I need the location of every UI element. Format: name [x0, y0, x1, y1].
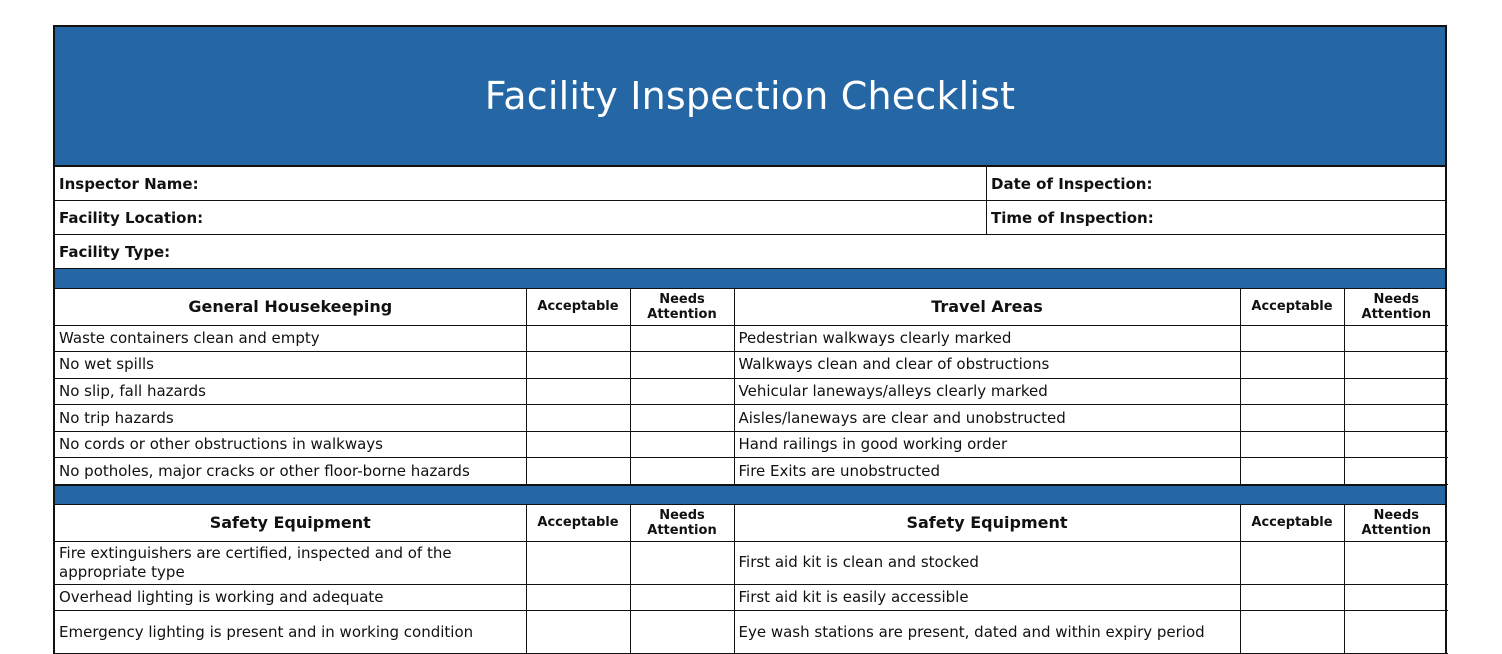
- checklist-item-label: Fire Exits are unobstructed: [734, 458, 1240, 485]
- table-row: [55, 352, 1448, 379]
- acceptable-check-cell[interactable]: [526, 431, 630, 458]
- checklist-item-label: Overhead lighting is working and adequate: [55, 584, 526, 611]
- needs-attention-check-cell[interactable]: [630, 431, 734, 458]
- column-header-acceptable: Acceptable: [1240, 289, 1344, 325]
- page-title: Facility Inspection Checklist: [484, 74, 1016, 118]
- acceptable-check-cell[interactable]: [1240, 541, 1344, 584]
- needs-attention-check-cell[interactable]: [1344, 378, 1448, 405]
- column-header-needs-attention: Needs Attention: [630, 505, 734, 541]
- checklist-item-label: No cords or other obstructions in walkways: [55, 431, 526, 458]
- checklist-item-label: Fire extinguishers are certified, inspected and of the appropriate type: [55, 541, 526, 584]
- acceptable-check-cell[interactable]: [1240, 584, 1344, 611]
- title-banner: [55, 27, 1445, 167]
- needs-attention-check-cell[interactable]: [1344, 458, 1448, 485]
- needs-attention-check-cell[interactable]: [630, 584, 734, 611]
- checklist-item-label: Pedestrian walkways clearly marked: [734, 325, 1240, 352]
- acceptable-check-cell[interactable]: [526, 405, 630, 432]
- table-row: [55, 405, 1448, 432]
- needs-attention-check-cell[interactable]: [1344, 584, 1448, 611]
- acceptable-check-cell[interactable]: [1240, 325, 1344, 352]
- table-row: [55, 584, 1448, 611]
- table-row: [55, 378, 1448, 405]
- checklist-item-label: Eye wash stations are present, dated and within expiry period: [734, 611, 1240, 654]
- checklist-item-label: Emergency lighting is present and in working condition: [55, 611, 526, 654]
- checklist-item-label: Aisles/laneways are clear and unobstructed: [734, 405, 1240, 432]
- acceptable-check-cell[interactable]: [1240, 611, 1344, 654]
- section-title-safety-equipment: Safety Equipment: [55, 505, 526, 541]
- section-divider-band: [55, 485, 1445, 505]
- checklist-table-safety-equipment: [55, 505, 1448, 654]
- table-row: [55, 325, 1448, 352]
- section-title-general-housekeeping: General Housekeeping: [55, 289, 526, 325]
- needs-attention-check-cell[interactable]: [1344, 325, 1448, 352]
- info-row-type: [55, 235, 1445, 269]
- needs-attention-check-cell[interactable]: [630, 352, 734, 379]
- checklist-item-label: No wet spills: [55, 352, 526, 379]
- acceptable-check-cell[interactable]: [526, 458, 630, 485]
- needs-attention-check-cell[interactable]: [630, 325, 734, 352]
- checklist-item-label: First aid kit is easily accessible: [734, 584, 1240, 611]
- needs-attention-check-cell[interactable]: [1344, 431, 1448, 458]
- table-row: [55, 431, 1448, 458]
- section-title-travel-areas: Travel Areas: [734, 289, 1240, 325]
- needs-attention-check-cell[interactable]: [1344, 405, 1448, 432]
- acceptable-check-cell[interactable]: [526, 541, 630, 584]
- inspector-name-field[interactable]: Inspector Name:: [55, 167, 987, 200]
- column-header-acceptable: Acceptable: [1240, 505, 1344, 541]
- column-header-needs-attention: Needs Attention: [630, 289, 734, 325]
- section-title-safety-equipment: Safety Equipment: [734, 505, 1240, 541]
- column-header-acceptable: Acceptable: [526, 505, 630, 541]
- acceptable-check-cell[interactable]: [1240, 352, 1344, 379]
- acceptable-check-cell[interactable]: [526, 584, 630, 611]
- section-divider-band: [55, 269, 1445, 289]
- checklist-item-label: Waste containers clean and empty: [55, 325, 526, 352]
- table-header-row: [55, 505, 1448, 541]
- needs-attention-check-cell[interactable]: [1344, 611, 1448, 654]
- checklist-table-housekeeping-travel: [55, 289, 1448, 485]
- acceptable-check-cell[interactable]: [1240, 405, 1344, 432]
- checklist-item-label: No potholes, major cracks or other floor-borne hazards: [55, 458, 526, 485]
- info-row-inspector: [55, 167, 1445, 201]
- checklist-sheet: [53, 25, 1447, 654]
- facility-type-field[interactable]: Facility Type:: [59, 242, 171, 261]
- table-row: [55, 611, 1448, 654]
- needs-attention-check-cell[interactable]: [630, 405, 734, 432]
- acceptable-check-cell[interactable]: [526, 611, 630, 654]
- acceptable-check-cell[interactable]: [1240, 458, 1344, 485]
- checklist-item-label: First aid kit is clean and stocked: [734, 541, 1240, 584]
- needs-attention-check-cell[interactable]: [630, 611, 734, 654]
- date-of-inspection-field[interactable]: Date of Inspection:: [991, 174, 1153, 193]
- table-row: [55, 541, 1448, 584]
- checklist-item-label: No trip hazards: [55, 405, 526, 432]
- info-row-location: [55, 201, 1445, 235]
- acceptable-check-cell[interactable]: [526, 378, 630, 405]
- acceptable-check-cell[interactable]: [526, 352, 630, 379]
- needs-attention-check-cell[interactable]: [630, 458, 734, 485]
- needs-attention-check-cell[interactable]: [1344, 541, 1448, 584]
- time-of-inspection-field[interactable]: Time of Inspection:: [991, 208, 1154, 227]
- needs-attention-check-cell[interactable]: [630, 378, 734, 405]
- table-row: [55, 458, 1448, 485]
- checklist-item-label: No slip, fall hazards: [55, 378, 526, 405]
- checklist-item-label: Vehicular laneways/alleys clearly marked: [734, 378, 1240, 405]
- column-header-needs-attention: Needs Attention: [1344, 289, 1448, 325]
- needs-attention-check-cell[interactable]: [630, 541, 734, 584]
- acceptable-check-cell[interactable]: [526, 325, 630, 352]
- column-header-needs-attention: Needs Attention: [1344, 505, 1448, 541]
- checklist-item-label: Walkways clean and clear of obstructions: [734, 352, 1240, 379]
- checklist-item-label: Hand railings in good working order: [734, 431, 1240, 458]
- column-header-acceptable: Acceptable: [526, 289, 630, 325]
- table-header-row: [55, 289, 1448, 325]
- acceptable-check-cell[interactable]: [1240, 378, 1344, 405]
- facility-location-field[interactable]: Facility Location:: [55, 201, 987, 234]
- acceptable-check-cell[interactable]: [1240, 431, 1344, 458]
- needs-attention-check-cell[interactable]: [1344, 352, 1448, 379]
